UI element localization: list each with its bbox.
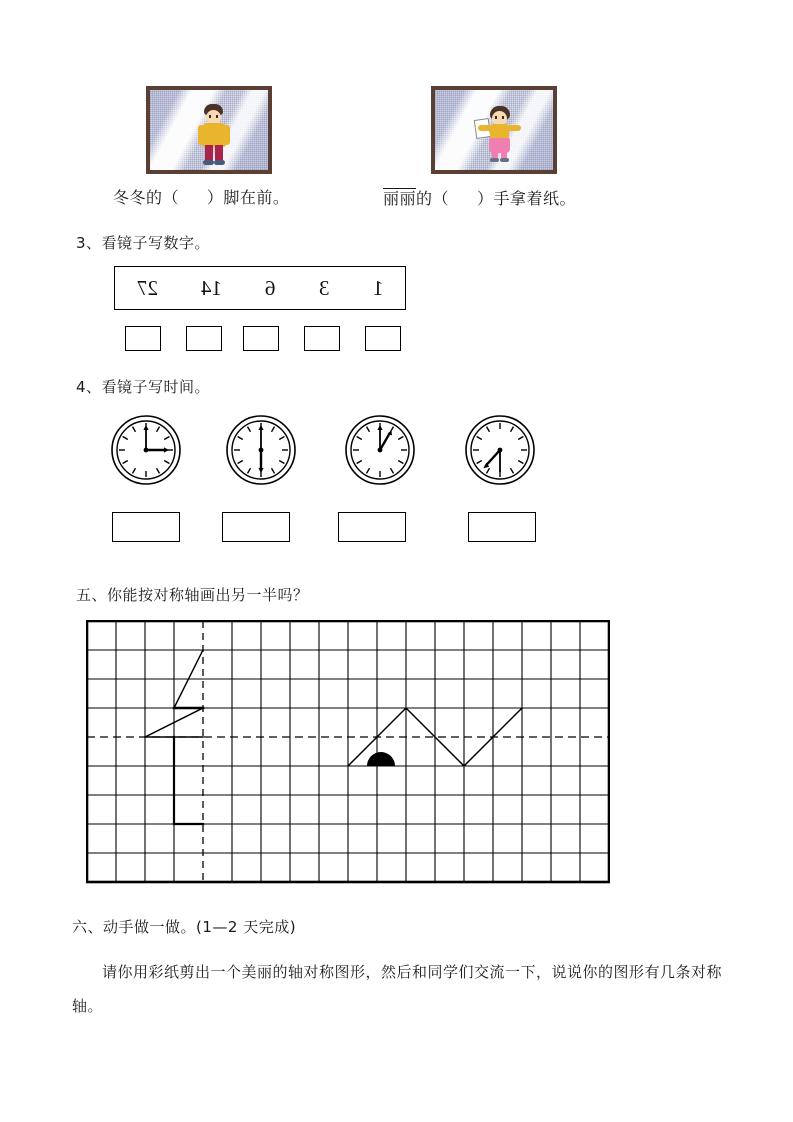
answer-box[interactable] xyxy=(243,326,279,351)
clock-row xyxy=(0,412,793,542)
question-6-heading: 六、动手做一做。(1—2 天完成) xyxy=(72,918,297,936)
answer-box[interactable] xyxy=(304,326,340,351)
time-answer-box[interactable] xyxy=(338,512,406,542)
caption-girl-name: 丽丽 xyxy=(383,189,417,208)
time-answer-box[interactable] xyxy=(222,512,290,542)
question-3-answer-row xyxy=(114,326,406,352)
mirrored-digit: 3 xyxy=(319,275,330,300)
answer-box[interactable] xyxy=(365,326,401,351)
mirror-image-boy xyxy=(146,86,272,174)
mirrored-digit: 27 xyxy=(136,275,158,300)
boy-figure-icon xyxy=(194,104,234,166)
mirror-picture-row xyxy=(0,80,793,180)
caption-boy: 冬冬的（ ）脚在前。 xyxy=(113,188,290,207)
time-answer-box[interactable] xyxy=(468,512,536,542)
question-3-heading: 3、看镜子写数字。 xyxy=(76,234,211,252)
clock-face-2 xyxy=(225,414,297,486)
symmetry-grid xyxy=(86,620,610,885)
clock-face-3 xyxy=(344,414,416,486)
caption-girl-rest: 的（ ）手拿着纸。 xyxy=(416,189,576,208)
mirrored-digit: 1 xyxy=(372,275,384,300)
clock-face-4 xyxy=(464,414,536,486)
girl-figure-icon xyxy=(475,106,523,164)
mirrored-digits-panel xyxy=(114,266,406,310)
question-5-heading: 五、你能按对称轴画出另一半吗？ xyxy=(76,586,309,604)
caption-girl xyxy=(383,188,576,209)
mirrored-digit: 14 xyxy=(200,275,222,300)
question-4-heading: 4、看镜子写时间。 xyxy=(76,378,211,396)
answer-box[interactable] xyxy=(186,326,222,351)
clock-face-1 xyxy=(110,414,182,486)
question-6-body: 请你用彩纸剪出一个美丽的轴对称图形，然后和同学们交流一下，说说你的图形有几条对称轴。 xyxy=(72,963,723,1015)
mirrored-digit: 6 xyxy=(265,275,276,300)
answer-box[interactable] xyxy=(125,326,161,351)
mirror-image-girl xyxy=(431,86,557,174)
sun-semicircle-icon xyxy=(367,752,395,766)
time-answer-box[interactable] xyxy=(112,512,180,542)
